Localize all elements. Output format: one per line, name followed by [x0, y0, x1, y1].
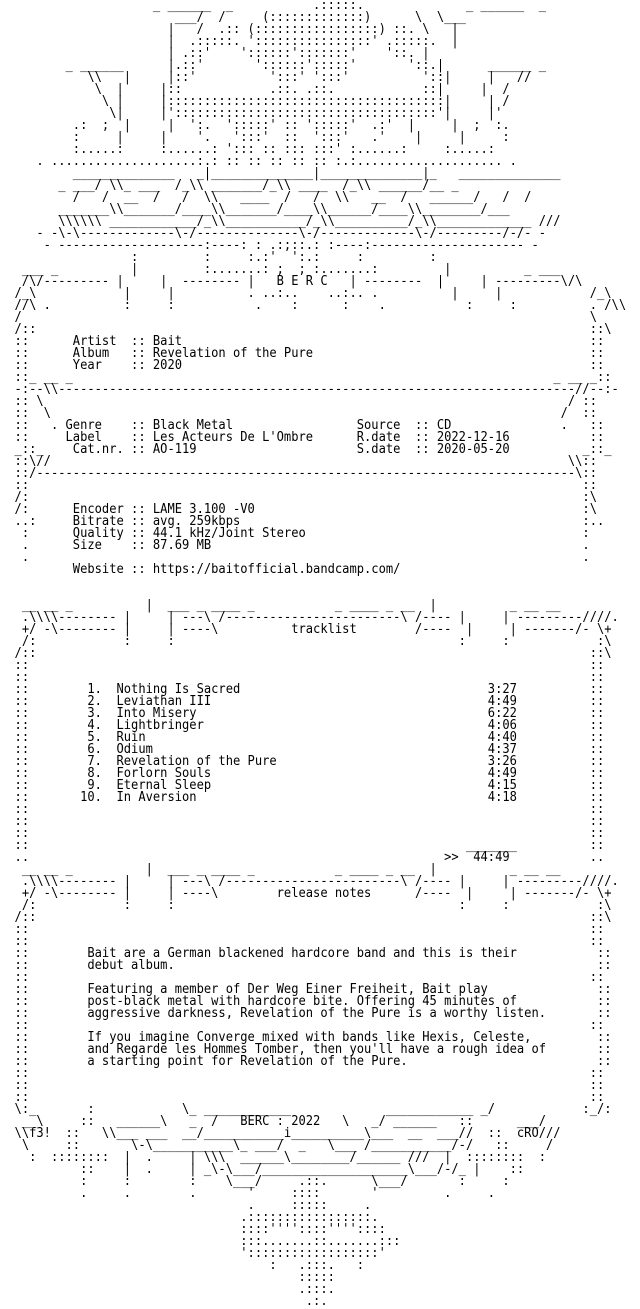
- nfo-line: _______\\_______/____\\_______/____\\______/____\\________/___: [0, 202, 510, 217]
- nfo-line: :: ::: [0, 478, 597, 493]
- nfo-line: .. >> 44:49 ..: [0, 850, 605, 865]
- nfo-line: :: 5. Ruin 4:40 ::: [0, 730, 605, 745]
- nfo-line: :.....: :......: '::: :: ::: :::' :......: :.....:: [0, 142, 496, 157]
- nfo-line: :: 8. Forlorn Souls 4:49 ::: [0, 766, 605, 781]
- nfo-line: :: 9. Eternal Sleep 4:15 ::: [0, 778, 605, 793]
- nfo-line: :: If you imagine Converge mixed with bands like Hexis, Celeste, ::: [0, 1030, 612, 1045]
- nfo-line: :: 3. Into Misery 6:22 ::: [0, 706, 605, 721]
- nfo-line: .:.: [0, 1294, 328, 1309]
- nfo-line: /_\ | | . ..:.. ..:.. . | | /_\: [0, 286, 612, 301]
- nfo-line: :: ::: [0, 934, 605, 949]
- nfo-line: +/ -\-------- | | ----\ release notes /---- | | -------/- \+: [0, 886, 612, 901]
- nfo-line: :: ::: [0, 970, 605, 985]
- nfo-line: _ ___/ \\_ ___ /_\\ _______/_\\ ____ /_\\ ______/__ _: [0, 178, 459, 193]
- nfo-line: ___ _ | :.......: ; ; :.......: | _ ___: [0, 262, 561, 277]
- nfo-line: _::_ Cat.nr. :: AO-119 S.date :: 2020-05-20 _::_: [0, 442, 612, 457]
- nfo-line: | / .:: (:::::::::::::::::) ::. \ |: [0, 22, 459, 37]
- nfo-line: :: 1. Nothing Is Sacred 3:27 ::: [0, 682, 605, 697]
- nfo-line: :: ::: [0, 1066, 605, 1081]
- nfo-line: '::::::::::::::::::': [0, 1246, 386, 1261]
- nfo-line: :: . Genre :: Black Metal Source :: CD . ::: [0, 418, 605, 433]
- nfo-line: :: 4. Lightbringer 4:06 ::: [0, 718, 605, 733]
- nfo-line: /: :\: [0, 490, 597, 505]
- nfo-line: \\\\\\ ____________/_\\___________/_\\__________/_\\_____________ ///: [0, 214, 561, 229]
- nfo-line: \ | |:: .::. .::. ::| | /: [0, 82, 510, 97]
- nfo-line: | .:::::. '::::::::::::::::' .:::::. |: [0, 34, 459, 49]
- nfo-line: +/ -\-------- | | ----\ tracklist /---- | | -------/- \+: [0, 622, 612, 637]
- nfo-line: ::::''''::::''''::::: [0, 1222, 386, 1237]
- nfo-line: :: \ / ::: [0, 406, 597, 421]
- nfo-line: :: 7. Revelation of the Pure 3:26 ::: [0, 754, 605, 769]
- nfo-line: ::_ __ _ _ __ _::: [0, 370, 612, 385]
- nfo-line: \\f3! :: \\___ ___ __/___________i__________\___ __ ___// :: cRO///: [0, 1126, 561, 1141]
- nfo-line: :: ::: [0, 1078, 605, 1093]
- nfo-line: :: ::: [0, 826, 605, 841]
- nfo-line: . ::::: .: [0, 1198, 372, 1213]
- nfo-line: :: post-black metal with hardcore bite. Offering 45 minutes of ::: [0, 994, 612, 1009]
- nfo-line: :: ::: [0, 670, 605, 685]
- nfo-line: _ ______ |.::' '::::::':::::' '::.| ______ _: [0, 58, 547, 73]
- nfo-line: :: Artist :: Bait ::: [0, 334, 605, 349]
- nfo-line: : | | '. ':::' :: ':::' .' | | :: [0, 130, 510, 145]
- nfo-line: :: and Regarde les Hommes Tomber, then you'll have a rough idea of ::: [0, 1042, 612, 1057]
- nfo-line: :::.......::.......:::: [0, 1234, 401, 1249]
- nfo-line: \:_ : \_ ____________ ____________ _/ :_/:: [0, 1102, 612, 1117]
- nfo-line: /:: ::\: [0, 322, 612, 337]
- nfo-line: :: ::: [0, 814, 605, 829]
- nfo-line: :: ::: [0, 1018, 605, 1033]
- nfo-line: __ __ _ | ___ _ ____ _ _ ____ _ __ | _ __ __: [0, 862, 561, 877]
- nfo-line: :: Label :: Les Acteurs De L'Ombre R.date :: 2022-12-16 ::: [0, 430, 605, 445]
- nfo-line: :: aggressive darkness, Revelation of the Pure is a worthy listen. ::: [0, 1006, 612, 1021]
- nfo-line: :: | . | _\-\___/____________________\___/-/_ | ::: [0, 1162, 525, 1177]
- nfo-line: . .: [0, 550, 590, 565]
- nfo-line: /: Encoder :: LAME 3.100 -V0 :\: [0, 502, 597, 517]
- nfo-line: /: : : : : :\: [0, 634, 612, 649]
- nfo-line: \| |'::::::::::::::::::::::::::::::::::::'| |': [0, 106, 503, 121]
- nfo-line: :: ::: [0, 658, 605, 673]
- nfo-line: :: Bait are a German blackened hardcore band and this is their ::: [0, 946, 612, 961]
- nfo-line: : :::::::: | . | \\\ ______\________/______ /// | :::::::: :: [0, 1150, 547, 1165]
- nfo-line: / \: [0, 310, 597, 325]
- nfo-line: . Size :: 87.69 MB .: [0, 538, 590, 553]
- nfo-line: :: ::: [0, 922, 605, 937]
- nfo-line: :: 6. Odium 4:37 ::: [0, 742, 605, 757]
- nfo-line: :: debut album. ::: [0, 958, 612, 973]
- nfo-line: __ __ _ | ___ _ ____ _ _ ____ _ __ | _ __ __: [0, 598, 561, 613]
- nfo-line: . . . ' :::: ' . .: [0, 1186, 496, 1201]
- nfo-line: . ....................:.: :: :: :: :: :: :.:.................... .: [0, 154, 517, 169]
- nfo-line: .:::::::::::::::::.: [0, 1210, 379, 1225]
- nfo-line: Website :: https://baitofficial.bandcamp.com/: [0, 562, 401, 577]
- nfo-line: _ ______ _ .:::::. _ ______ _: [0, 0, 547, 13]
- nfo-line: /: : : : : :\: [0, 898, 612, 913]
- nfo-line: ___/ / (:::::::::::::) \ \___: [0, 10, 466, 25]
- nfo-line: :: 2. Leviathan III 4:49 ::: [0, 694, 605, 709]
- nfo-line: : Quality :: 44.1 kHz/Joint Stereo :: [0, 526, 590, 541]
- nfo-line: ::\// \\::: [0, 454, 597, 469]
- nfo-line: - --------------------:----: : .:;::.: :----:--------------------- -: [0, 238, 539, 253]
- nfo-line: -:--\\-----------------------------------------------------------------------//--:-: [0, 382, 619, 397]
- nfo-line: :: _______ ::: [0, 838, 605, 853]
- nfo-line: : .:::. :: [0, 1258, 365, 1273]
- nfo-line: .: ; | | ':. ':::::' :: ':::::' .:' | | ; :.: [0, 118, 510, 133]
- nfo-line: :: Year :: 2020 ::: [0, 358, 605, 373]
- nfo-line: .:::.: [0, 1282, 335, 1297]
- nfo-line: [0, 576, 595, 588]
- nfo-line: .\\\\-------- | | ---\ /------------------------\ /---- | | ---------////.: [0, 610, 619, 625]
- nfo-line: : : :.:' ':.: : :: [0, 250, 437, 265]
- nfo-line: :: Featuring a member of Der Weg Einer Freiheit, Bait play ::: [0, 982, 612, 997]
- nfo-line: : : : \___/ .::. \___/ : :: [0, 1174, 510, 1189]
- nfo-line: ______________ _|______________|______________|_ ______________: [0, 166, 561, 181]
- nfo-line: :::::: [0, 1270, 335, 1285]
- nfo-line: :: \ / ::: [0, 394, 597, 409]
- nfo-line: - -\-\-------------\-/--------------\-/-------------\-/---------/-/- -: [0, 226, 547, 241]
- nfo-line: ..: Bitrate :: avg. 259kbps :..: [0, 514, 605, 529]
- nfo-line: :: Album :: Revelation of the Pure ::: [0, 346, 605, 361]
- nfo-line: \ | |::::::::::::::::::::::::::::::::::::::| | /: [0, 94, 510, 109]
- nfo-line: \ :: \-\___________\_ ___/ _ \___ /___________/-/ :: /: [0, 1138, 554, 1153]
- nfo-line: | .::' '::::::':::::::' '::. |: [0, 46, 430, 61]
- nfo-line: / / __ / / \\ ____ / / \\ __ / ______/ / /: [0, 190, 532, 205]
- nfo-line: :: a starting point for Revelation of the Pure. ::: [0, 1054, 612, 1069]
- nfo-line: //\ . : : . : : . : : . /\\: [0, 298, 627, 313]
- nfo-line: \\ | |::' ':::' ':::' '::| | //: [0, 70, 532, 85]
- nfo-line: /:: ::\: [0, 646, 612, 661]
- nfo-line: :: 10. In Aversion 4:18 ::: [0, 790, 605, 805]
- nfo-line: .\\\\-------- | | ---\ /------------------------\ /---- | | ---------////.: [0, 874, 619, 889]
- nfo-line: :: ::: [0, 1090, 605, 1105]
- nfo-line: ::/--------------------------------------------------------------------------\::: [0, 466, 597, 481]
- nfo-line: /\/--------- | | -------- | B E R C | -------- | | ---------\/\: [0, 274, 583, 289]
- nfo-line: __\ :: ______\ _ / BERC : 2022 \ _/ ______ :: ___/: [0, 1114, 547, 1129]
- nfo-line: :: ::: [0, 802, 605, 817]
- nfo-line: /:: ::\: [0, 910, 612, 925]
